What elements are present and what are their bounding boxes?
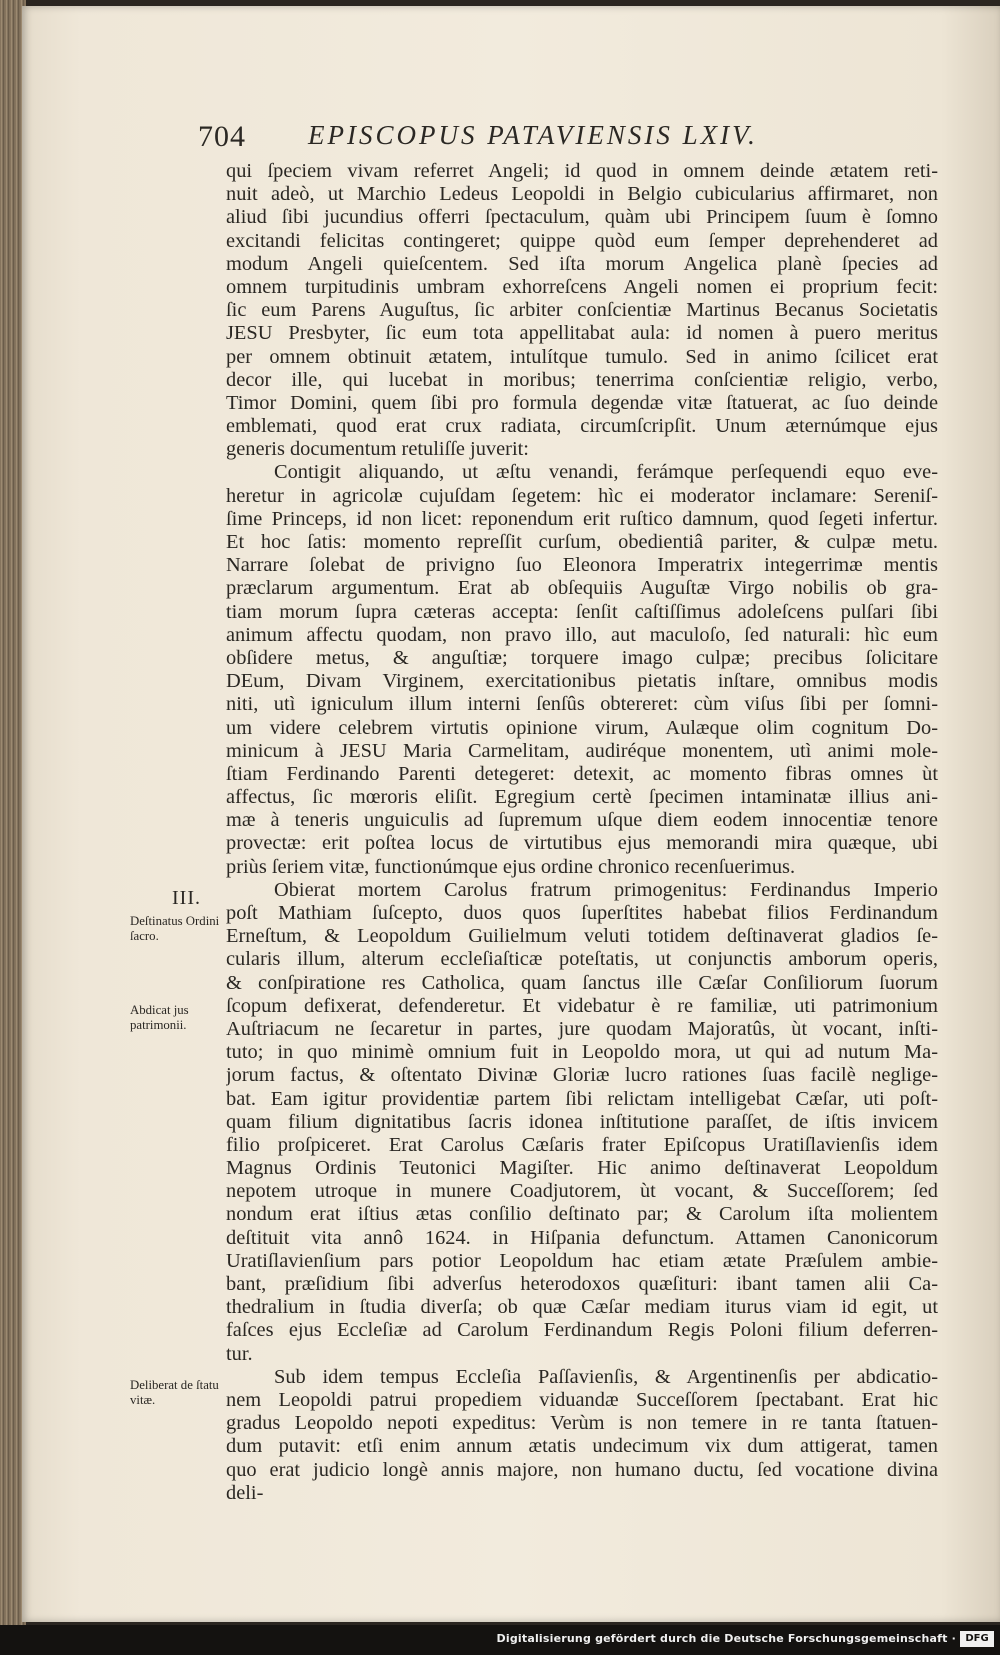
- text-line: excitandi felicitas contingeret; quippe quòd eum ſemper deprehenderet ad: [226, 229, 938, 252]
- text-line: Et hoc ſatis: momento repreſſit curſum, obedientiâ pariter, & culpæ metu.: [226, 531, 938, 553]
- text-line: Contigit aliquando, ut æſtu venandi, ferámque perſequendi equo eve-: [274, 461, 938, 484]
- text-line: thedralium in ſtudia diverſa; ob quæ Cæſar mediam iturus viam id egit, ut: [226, 1296, 938, 1319]
- text-line: niti, utì igniculum illum interni ſenſûs obtereret: cùm viſus ſibi per ſomni-: [226, 693, 938, 716]
- text-line: affectus, ſic mœroris eliſit. Egregium certè ſpecimen intaminatæ illius ani-: [226, 786, 938, 809]
- text-line: omnem turpitudinis umbram exhorreſcens Angeli nomen ei proprium fecit:: [226, 275, 938, 298]
- text-line: tiam morum ſupra cæteras accepta: ſenſit caſtiſſimus adoleſcens pulſari ſibi: [226, 600, 938, 623]
- footer-bar: [0, 1625, 1000, 1655]
- text-line: deſtituit vita annô 1624. in Hiſpania defunctum. Attamen Canonicorum: [226, 1226, 938, 1249]
- text-line: tuto; in quo minimè omnium fuit in Leopoldo mora, ut qui ad nutum Ma-: [226, 1041, 938, 1064]
- text-line: nuit adeò, ut Marchio Ledeus Leopoldi in Belgio cubicularius affirmaret, non: [226, 183, 938, 206]
- text-line: Magnus Ordinis Teutonici Magiſter. Hic animo deſtinaverat Leopoldum: [226, 1157, 938, 1180]
- text-line: deli-: [226, 1481, 264, 1504]
- text-line: modum Angeli quieſcentem. Sed iſta morum Angelica planè ſpecies ad: [226, 252, 938, 275]
- text-line: bant, præſidium ſibi adverſus heterodoxos quæſituri: ibant tamen alii Ca-: [226, 1273, 938, 1295]
- text-line: mæ à teneris unguiculis ad ſupremum uſque diem eodem innocentiæ tenore: [226, 809, 938, 832]
- text-line: nondum erat iſtius ætas conſilio deſtinato par; & Carolum iſta molientem: [226, 1203, 938, 1226]
- text-line: provectæ: erit poſtea locus de virtutibus ejus memorandi mira quæque, ubi: [226, 832, 938, 855]
- text-line: & conſpiratione res Catholica, quam ſanctus ille Cæſar Conſiliorum ſuorum: [226, 971, 938, 994]
- text-line: cularis illum, alterum eccleſiaſticæ poteſtatis, ut conjunctis amborum operis,: [226, 948, 938, 971]
- dfg-logo: DFG: [960, 1631, 994, 1647]
- text-line: ſtiam Ferdinando Parenti detegeret: detexit, ac momento fibras omnes ùt: [226, 762, 938, 785]
- text-line: jorum factus, & oſtentato Divinæ Gloriæ lucro rationes ſuas facilè neglige-: [226, 1064, 938, 1087]
- text-line: Narrare ſolebat de privigno ſuo Eleonora Imperatrix integerrimæ mentis: [226, 554, 938, 577]
- text-line: bat. Eam igitur providentiæ partem ſibi relictam intelligebat Cæſar, uti poſt-: [226, 1087, 938, 1110]
- body-text: [226, 160, 938, 1505]
- text-line: Sub idem tempus Eccleſia Paſſavienſis, & Argentinenſis per abdicatio-: [274, 1365, 938, 1388]
- text-line: quam filium dignitatibus ſacris idonea inſtitutione paraſſet, de iſtis invicem: [226, 1110, 938, 1133]
- text-line: emblemati, quod erat crux radiata, circumſcripſit. Unum æternúmque ejus: [226, 415, 938, 438]
- text-line: minicum à JESU Maria Carmelitam, audiréque monentem, utì animi mole-: [226, 739, 938, 762]
- text-line: nepotem utroque in munere Coadjutorem, ùt vocant, & Succeſſorem; ſed: [226, 1180, 938, 1203]
- text-line: ſcopum defixerat, defenderetur. Et videbatur è re familiæ, uti patrimonium: [226, 994, 938, 1017]
- text-line: um videre celebrem virtutis opinione virum, Aulæque olim cognitum Do-: [226, 716, 938, 739]
- text-line: quo erat judicio longè annis majore, non humano ductu, ſed vocatione divina: [226, 1458, 938, 1481]
- text-line: tur.: [226, 1342, 253, 1365]
- marginal-section-numeral: III.: [172, 887, 201, 909]
- text-line: animum affectu quodam, non pravo illo, aut maculoſo, ſed naturali: hìc eum: [226, 623, 938, 646]
- marginal-note-destinatus: Deſtinatus Ordini ſacro.: [130, 914, 220, 943]
- marginal-note-abdicat: Abdicat jus patrimonii.: [130, 1003, 189, 1032]
- text-line: poſt Mathiam ſuſcepto, duos quos ſuperſtites habebat filios Ferdinandum: [226, 902, 938, 924]
- text-line: decor ille, qui lucebat in moribus; tenerrima conſcientiæ religio, verbo,: [226, 368, 938, 391]
- text-line: præclarum argumentum. Erat ab obſequiis Auguſtæ Virgo nobilis ob gra-: [226, 577, 938, 600]
- page-number: 704: [198, 120, 246, 153]
- text-line: JESU Presbyter, ſic eum tota appellitabat aula: id nomen à puero meritus: [226, 322, 938, 345]
- text-line: heretur in agricolæ cujuſdam ſegetem: hìc ei moderator inclamare: Sereniſ-: [226, 484, 938, 507]
- text-line: generis documentum retuliſſe juverit:: [226, 438, 529, 461]
- text-line: filio proſpiceret. Erat Carolus Cæſaris frater Epiſcopus Uratiſlavienſis idem: [226, 1133, 938, 1156]
- text-line: qui ſpeciem vivam referret Angeli; id quod in omnem deinde ætatem reti-: [226, 160, 938, 182]
- text-line: gradus Leopoldo nepoti expeditus: Verùm is non temere in re tanta ſtatuen-: [226, 1412, 938, 1435]
- text-line: obſidere metus, & anguſtiæ; torquere imago culpæ; precibus ſolicitare: [226, 646, 938, 669]
- text-line: Obierat mortem Carolus fratrum primogenitus: Ferdinandus Imperio: [274, 878, 938, 901]
- text-line: Erneſtum, & Leopoldum Guilielmum veluti totidem deſtinaverat gladios ſe-: [226, 925, 938, 948]
- page-header: [198, 120, 838, 156]
- text-line: Uratiſlavienſium pars potior Leopoldum hac etiam ætate Præſulem ambie-: [226, 1249, 938, 1272]
- text-line: dum putavit: etſi enim annum ætatis undecimum vix dum attigerat, tamen: [226, 1435, 938, 1458]
- funding-notice: Digitalisierung gefördert durch die Deutsche Forschungsgemeinschaft ·: [496, 1632, 956, 1645]
- text-line: per omnem obtinuit ætatem, intulítque tumulo. Sed in animo ſcilicet erat: [226, 345, 938, 368]
- text-line: Timor Domini, quem ſibi pro formula degendæ vitæ ſtatuerat, ac ſuo deinde: [226, 391, 938, 414]
- running-title: EPISCOPUS PATAVIENSIS LXIV.: [308, 120, 758, 150]
- text-line: DEum, Divam Virginem, exercitationibus pietatis inſtare, omnibus modis: [226, 670, 938, 693]
- text-line: faſces ejus Eccleſiæ ad Carolum Ferdinandum Regis Poloni filium deferren-: [226, 1319, 938, 1342]
- text-line: ſime Princeps, id non licet: reponendum erit ruſtico damnum, quod ſegeti infertur.: [226, 507, 938, 530]
- marginal-note-deliberat: Deliberat de ſtatu vitæ.: [130, 1378, 219, 1407]
- text-line: ſic eum Parens Auguſtus, ſic arbiter conſcientiæ Martinus Becanus Societatis: [226, 299, 938, 322]
- text-line: nem Leopoldi patrui propediem viduandæ Succeſſorem ſpectabant. Erat hic: [226, 1388, 938, 1411]
- text-line: priùs ſeriem vitæ, functionúmque ejus ordine chronico recenſuerimus.: [226, 855, 796, 878]
- text-line: aliud ſibi jucundius offerri ſpectaculum, quàm ubi Principem ſuum è ſomno: [226, 206, 938, 229]
- text-line: Auſtriacum ne ſecaretur in partes, jure quodam Majoratûs, ùt vocant, inſti-: [226, 1017, 938, 1040]
